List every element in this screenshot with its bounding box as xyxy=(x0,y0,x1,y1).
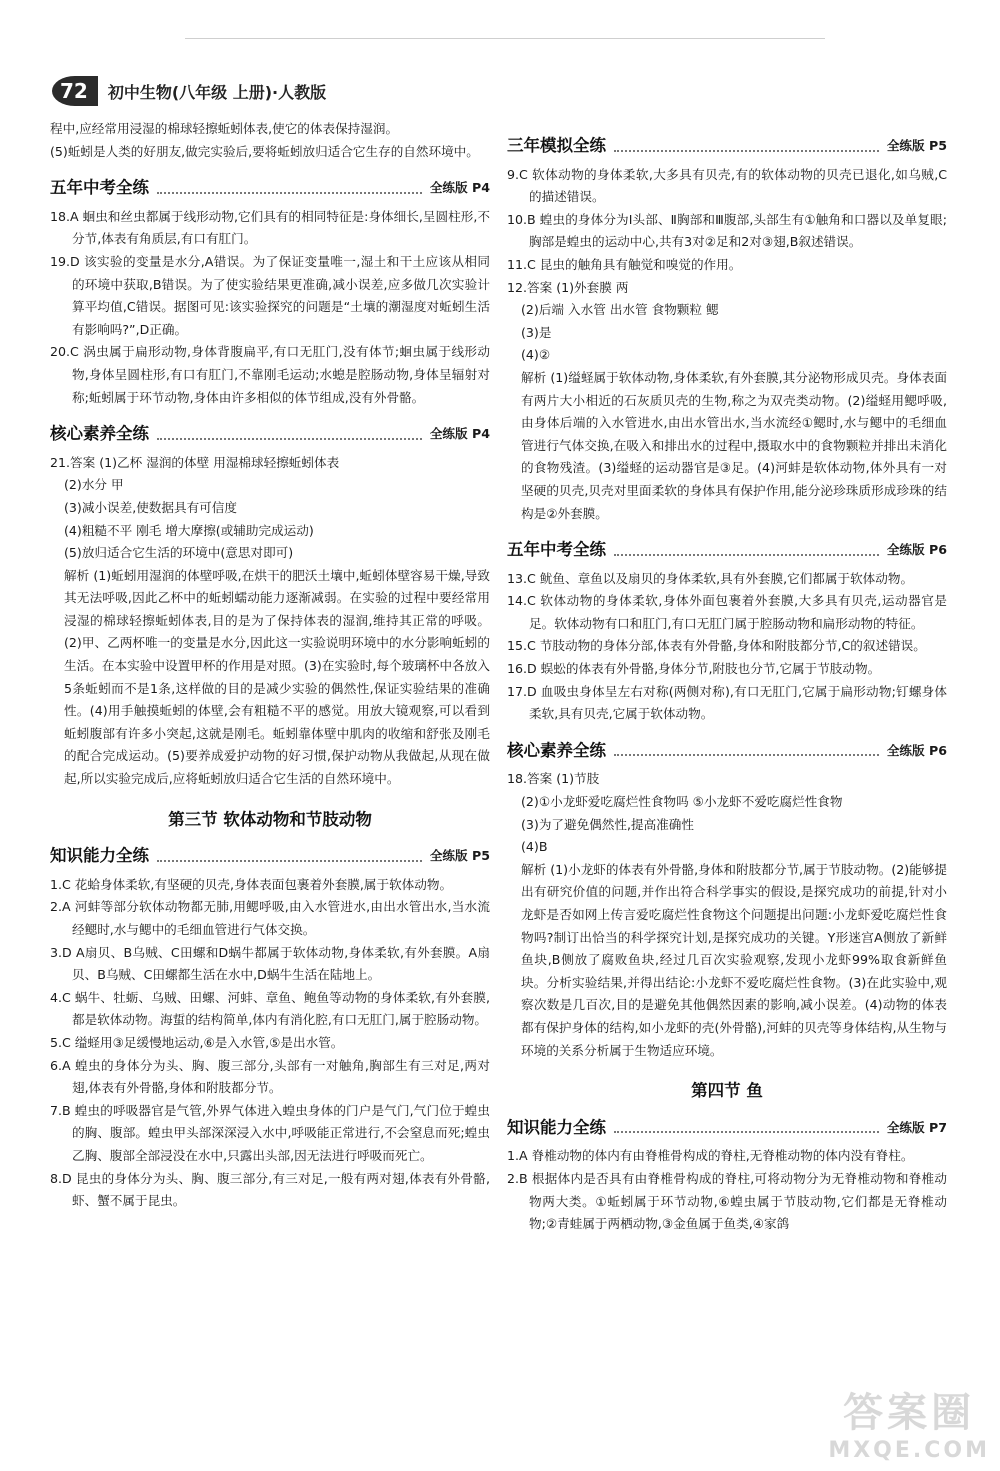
answer-item: (4)② xyxy=(521,347,551,363)
answer-item: 12.答案 (1)外套膜 两 xyxy=(507,279,629,295)
answer-item: 18.A 蛔虫和丝虫都属于线形动物,它们具有的相同特征是:身体细长,呈圆柱形,不分节,体表有角质层,有口有肛门。 xyxy=(50,208,490,247)
answer-item: 20.C 涡虫属于扁形动物,身体背腹扁平,有口无肛门,没有体节;蛔虫属于线形动物,身体呈圆柱形,有口有肛门,不靠刚毛运动;水螅是腔肠动物,身体呈辐射对称;蚯蚓属于环节动物,身体由许多相似的体节组成,没有外骨骼。 xyxy=(50,344,490,405)
answer-item: 21.答案 (1)乙杯 湿润的体壁 用湿棉球轻擦蚯蚓体表 xyxy=(50,454,340,470)
answer-item: 14.C 软体动物的身体柔软,身体外面包裹着外套膜,大多具有贝壳,运动器官是足。软体动物有口和肛门,有口无肛门属于腔肠动物和扁形动物的特征。 xyxy=(507,593,947,631)
answer-item: 19.D 该实验的变量是水分,A错误。为了保证变量唯一,湿土和干土应该从相同的环境中获取,B错误。为了使实验结果更准确,减小误差,应多做几次实验计算平均值,C错误。据图可见:该实验探究的问题是“土壤的潮湿度对蚯蚓生活有影响吗?”,D正确。 xyxy=(50,253,490,337)
answer-item: 2.A 河蚌等部分软体动物都无肺,用鳃呼吸,由入水管进水,由出水管出水,当水流经鳃时,水与鳃中的毛细血管进行气体交换。 xyxy=(50,899,490,937)
chapter-title: 第三节 软体动物和节肢动物 xyxy=(168,809,372,829)
answer-item: (3)减小误差,使数据具有可信度 xyxy=(64,499,237,515)
answer-item: 5.C 缢蛏用③足缓慢地运动,⑥是入水管,⑤是出水管。 xyxy=(50,1034,344,1050)
answer-item: 4.C 蜗牛、牡蛎、乌贼、田螺、河蚌、章鱼、鲍鱼等动物的身体柔软,有外套膜,都是软体动物。海蜇的结构简单,体内有消化腔,有口无肛门,属于腔肠动物。 xyxy=(50,989,490,1028)
page-number: 72 xyxy=(52,76,98,106)
chapter-title: 第四节 鱼 xyxy=(691,1081,763,1101)
answer-item: 2.B 根据体内是否具有由脊椎骨构成的脊柱,可将动物分为无脊椎动物和脊椎动物两大类。①蚯蚓属于环节动物,⑥蝗虫属于节肢动物,它们都是无脊椎动物;②青蛙属于两栖动物,③金鱼属于鱼类,④家鸽 xyxy=(507,1170,947,1232)
section-header xyxy=(50,423,490,446)
answer-item: (2)水分 甲 xyxy=(64,477,124,493)
section-header xyxy=(50,177,490,200)
watermark-text: 答案圈 xyxy=(843,1390,976,1436)
watermark-logo xyxy=(828,1381,990,1463)
section-tag: 全练版 P5 xyxy=(429,848,490,864)
section-title: 五年中考全练 xyxy=(50,178,149,198)
answer-item: 6.A 蝗虫的身体分为头、胸、腹三部分,头部有一对触角,胸部生有三对足,两对翅,体表有外骨骼,身体和附肢都分节。 xyxy=(50,1057,490,1096)
intro-line: (5)蚯蚓是人类的好朋友,做完实验后,要将蚯蚓放归适合它生存的自然环境中。 xyxy=(50,143,479,159)
analysis-text: 解析 (1)蚯蚓用湿润的体壁呼吸,在烘干的肥沃土壤中,蚯蚓体壁容易干燥,导致其无法呼吸,因此乙杯中的蚯蚓蠕动能力逐渐减弱。在实验的过程中要经常用浸湿的棉球轻擦蚯蚓体表,目的是为了保持体表的湿润,维持其正常的呼吸。(2)甲、乙两杯唯一的变量是水分,因此这一实验说明环境中的水分影响蚯蚓的生活。在本实验中设置甲杯的作用是对照。(3)在实验时,每个玻璃杯中各放入5条蚯蚓而不是1条,这样做的目的是减少实验的偶然性,保证实验结果的准确性。(4)用手触摸蚯蚓的体壁,会有粗糙不平的感觉。用放大镜观察,可以看到蚯蚓腹部有许多小突起,这就是刚毛。蚯蚓靠体壁中肌肉的收缩和舒张及刚毛的配合完成运动。(5)要养成爱护动物的好习惯,保护动物从我做起,从现在做起,所以实验完成后,应将蚯蚓放归适合它生活的自然环境中。 xyxy=(64,567,490,787)
section-tag: 全练版 P5 xyxy=(886,138,947,153)
top-rule xyxy=(185,38,825,39)
answer-item: 3.D A扇贝、B乌贼、C田螺和D蜗牛都属于软体动物,身体柔软,有外套膜。A扇贝、B乌贼、C田螺都生活在水中,D蜗牛生活在陆地上。 xyxy=(50,944,490,983)
answer-item: (2)后端 入水管 出水管 食物颗粒 鳃 xyxy=(521,302,719,318)
page-header xyxy=(52,74,326,108)
answer-item: 8.D 昆虫的身体分为头、胸、腹三部分,有三对足,一般有两对翅,体表有外骨骼,虾、蟹不属于昆虫。 xyxy=(50,1170,490,1209)
answer-item: (3)为了避免偶然性,提高准确性 xyxy=(521,816,694,832)
section-title: 核心素养全练 xyxy=(507,740,606,760)
answer-item: 10.B 蝗虫的身体分为Ⅰ头部、Ⅱ胸部和Ⅲ腹部,头部生有①触角和口器以及单复眼;胸部是蝗虫的运动中心,共有3对②足和2对③翅,B叙述错误。 xyxy=(507,211,947,250)
section-tag: 全练版 P6 xyxy=(886,542,947,558)
analysis-text: 解析 (1)缢蛏属于软体动物,身体柔软,有外套膜,其分泌物形成贝壳。身体表面有两片大小相近的石灰质贝壳的生物,称之为双壳类动物。(2)缢蛏用鳃呼吸,由身体后端的入水管进水,由出水管出水,当水流经①鳃时,水与鳃中的毛细血管进行气体交换,在吸入和排出水的过程中,摄取水中的食物颗粒并排出未消化的食物残渣。(3)缢蛏的运动器官是③足。(4)河蚌是软体动物,体外具有一对坚硬的贝壳,贝壳对里面柔软的身体具有保护作用,能分泌珍珠质形成珍珠的结构是②外套膜。 xyxy=(521,369,947,521)
answer-item: (4)粗糙不平 刚毛 增大摩擦(或辅助完成运动) xyxy=(64,522,314,538)
section-header xyxy=(507,135,947,158)
section-title: 五年中考全练 xyxy=(507,540,606,560)
left-column xyxy=(50,118,490,1213)
section-title: 核心素养全练 xyxy=(50,424,149,444)
answer-item: 11.C 昆虫的触角具有触觉和嗅觉的作用。 xyxy=(507,256,742,272)
section-tag: 全练版 P4 xyxy=(429,426,490,442)
section-title: 知识能力全练 xyxy=(507,1117,606,1137)
intro-line: 程中,应经常用浸湿的棉球轻擦蚯蚓体表,使它的体表保持湿润。 xyxy=(50,121,399,136)
right-column xyxy=(507,135,947,1236)
section-header xyxy=(50,845,490,868)
answer-item: 7.B 蝗虫的呼吸器官是气管,外界气体进入蝗虫身体的门户是气门,气门位于蝗虫的胸、腹部。蝗虫甲头部深深浸入水中,呼吸能正常进行,不会窒息而死;蝗虫乙胸、腹部全部浸没在水中,只露出头部,因无法进行呼吸而死亡。 xyxy=(50,1102,490,1163)
answer-item: 16.D 蜈蚣的体表有外骨骼,身体分节,附肢也分节,它属于节肢动物。 xyxy=(507,661,881,677)
answer-item: 18.答案 (1)节肢 xyxy=(507,771,600,787)
section-header xyxy=(507,740,947,763)
answer-item: 13.C 鱿鱼、章鱼以及扇贝的身体柔软,具有外套膜,它们都属于软体动物。 xyxy=(507,570,914,586)
answer-item: 17.D 血吸虫身体呈左右对称(两侧对称),有口无肛门,它属于扁形动物;钉螺身体柔软,具有贝壳,它属于软体动物。 xyxy=(507,683,947,722)
answer-item: (5)放归适合它生活的环境中(意思对即可) xyxy=(64,545,294,561)
section-tag: 全练版 P7 xyxy=(886,1119,947,1135)
answer-item: (3)是 xyxy=(521,324,552,340)
answer-item: (4)B xyxy=(521,839,548,855)
answer-item: 1.C 花蛤身体柔软,有坚硬的贝壳,身体表面包裹着外套膜,属于软体动物。 xyxy=(50,876,453,892)
section-header xyxy=(507,1117,947,1140)
watermark-url: MXQE.COM xyxy=(828,1438,990,1463)
section-title: 知识能力全练 xyxy=(50,846,149,866)
answer-item: 15.C 节肢动物的身体分部,体表有外骨骼,身体和附肢都分节,C的叙述错误。 xyxy=(507,638,926,654)
section-tag: 全练版 P6 xyxy=(886,742,947,758)
answer-item: 9.C 软体动物的身体柔软,大多具有贝壳,有的软体动物的贝壳已退化,如乌贼,C的描述错误。 xyxy=(507,166,947,205)
section-title: 三年模拟全练 xyxy=(507,136,606,155)
book-title: 初中生物(八年级 上册)·人教版 xyxy=(107,82,327,102)
answer-item: 1.A 脊椎动物的体内有由脊椎骨构成的脊柱,无脊椎动物的体内没有脊柱。 xyxy=(507,1148,914,1164)
answer-item: (2)①小龙虾爱吃腐烂性食物吗 ⑤小龙虾不爱吃腐烂性食物 xyxy=(521,794,843,810)
analysis-text: 解析 (1)小龙虾的体表有外骨骼,身体和附肢都分节,属于节肢动物。(2)能够提出有研究价值的问题,并作出符合科学事实的假设,是探究成功的前提,针对小龙虾是否如网上传言爱吃腐烂性食物这个问题提出问题:小龙虾爱吃腐烂性食物吗?制订出恰当的科学探究计划,是探究成功的关键。Y形迷宫A侧放了新鲜鱼块,B侧放了腐败鱼块,经过几百次实验观察,发现小龙虾99%取食新鲜鱼块。分析实验结果,并得出结论:小龙虾不爱吃腐烂性食物。(3)在此实验中,观察次数是几百次,目的是避免其他偶然因素的影响,减小误差。(4)动物的体表都有保护身体的结构,如小龙虾的壳(外骨骼),河蚌的贝壳等身体结构,从生物与环境的关系分析属于生物适应环境。 xyxy=(521,861,947,1058)
section-header xyxy=(507,539,947,562)
section-tag: 全练版 P4 xyxy=(429,180,490,196)
